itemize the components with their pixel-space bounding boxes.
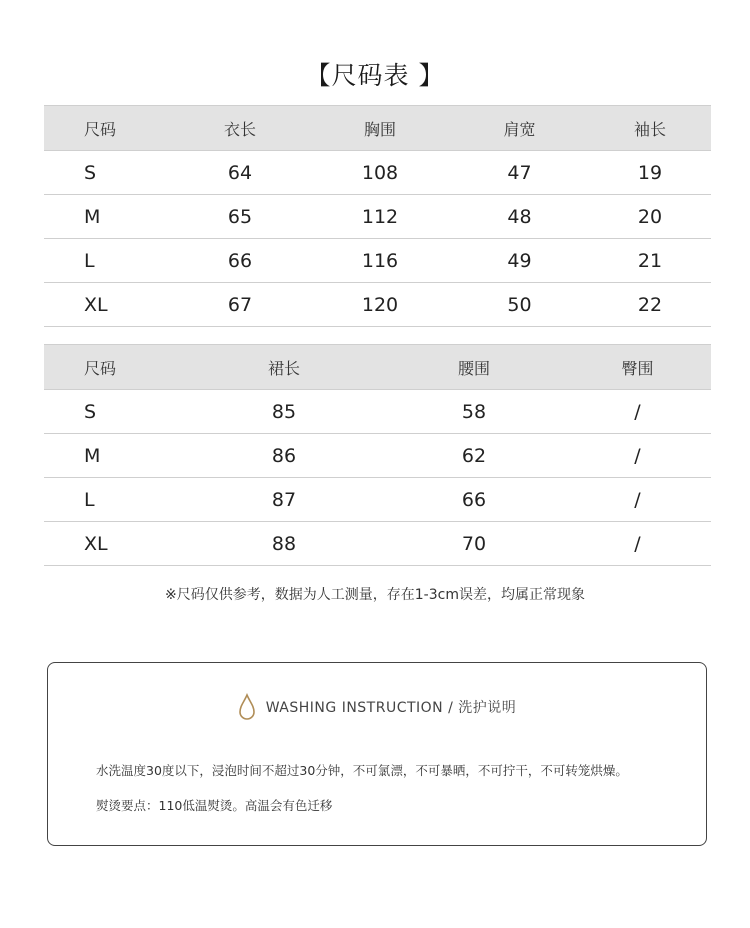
table-row <box>44 283 711 327</box>
value-cell: 108 <box>310 151 450 195</box>
size-cell: XL <box>44 283 170 327</box>
header-cell: 胸围 <box>310 106 450 151</box>
value-cell: 85 <box>184 390 384 434</box>
table-header-row <box>44 106 711 151</box>
top-size-table <box>44 105 711 327</box>
size-cell: XL <box>44 522 184 566</box>
value-cell: 64 <box>170 151 310 195</box>
size-cell: L <box>44 239 170 283</box>
header-cell: 腰围 <box>384 345 564 390</box>
table-row <box>44 390 711 434</box>
size-cell: M <box>44 434 184 478</box>
measurement-note: ※尺码仅供参考，数据为人工测量，存在1-3cm误差，均属正常现象 <box>165 587 585 603</box>
header-cell: 尺码 <box>44 345 184 390</box>
header-cell: 袖长 <box>589 106 711 151</box>
value-cell: 62 <box>384 434 564 478</box>
value-cell: 21 <box>589 239 711 283</box>
value-cell: 22 <box>589 283 711 327</box>
value-cell: 87 <box>184 478 384 522</box>
washing-instruction-box <box>47 662 707 846</box>
value-cell: / <box>564 478 711 522</box>
value-cell: 112 <box>310 195 450 239</box>
bottom-size-table <box>44 344 711 566</box>
header-cell: 肩宽 <box>450 106 589 151</box>
value-cell: 49 <box>450 239 589 283</box>
value-cell: 65 <box>170 195 310 239</box>
washing-heading-text: WASHING INSTRUCTION / 洗护说明 <box>265 700 517 716</box>
table-row <box>44 522 711 566</box>
size-cell: L <box>44 478 184 522</box>
header-cell: 尺码 <box>44 106 170 151</box>
size-cell: M <box>44 195 170 239</box>
table-row <box>44 195 711 239</box>
value-cell: 67 <box>170 283 310 327</box>
value-cell: 19 <box>589 151 711 195</box>
value-cell: 47 <box>450 151 589 195</box>
value-cell: 58 <box>384 390 564 434</box>
table-row <box>44 478 711 522</box>
value-cell: 20 <box>589 195 711 239</box>
table-row <box>44 151 711 195</box>
value-cell: / <box>564 390 711 434</box>
header-cell: 臀围 <box>564 345 711 390</box>
value-cell: / <box>564 434 711 478</box>
value-cell: 66 <box>384 478 564 522</box>
page-title: 【尺码表 】 <box>305 61 445 90</box>
value-cell: 50 <box>450 283 589 327</box>
value-cell: 88 <box>184 522 384 566</box>
table-row <box>44 239 711 283</box>
value-cell: 120 <box>310 283 450 327</box>
header-cell: 衣长 <box>170 106 310 151</box>
value-cell: 66 <box>170 239 310 283</box>
washing-line: 水洗温度30度以下，浸泡时间不超过30分钟，不可氯漂，不可暴晒，不可拧干，不可转笼烘燥。 <box>96 763 628 778</box>
value-cell: 116 <box>310 239 450 283</box>
value-cell: / <box>564 522 711 566</box>
water-drop-icon <box>238 693 256 721</box>
value-cell: 86 <box>184 434 384 478</box>
value-cell: 70 <box>384 522 564 566</box>
size-cell: S <box>44 151 170 195</box>
value-cell: 48 <box>450 195 589 239</box>
ironing-line: 熨烫要点：110低温熨烫。高温会有色迁移 <box>96 798 333 813</box>
table-header-row <box>44 345 711 390</box>
washing-heading <box>48 693 706 721</box>
table-row <box>44 434 711 478</box>
header-cell: 裙长 <box>184 345 384 390</box>
size-cell: S <box>44 390 184 434</box>
